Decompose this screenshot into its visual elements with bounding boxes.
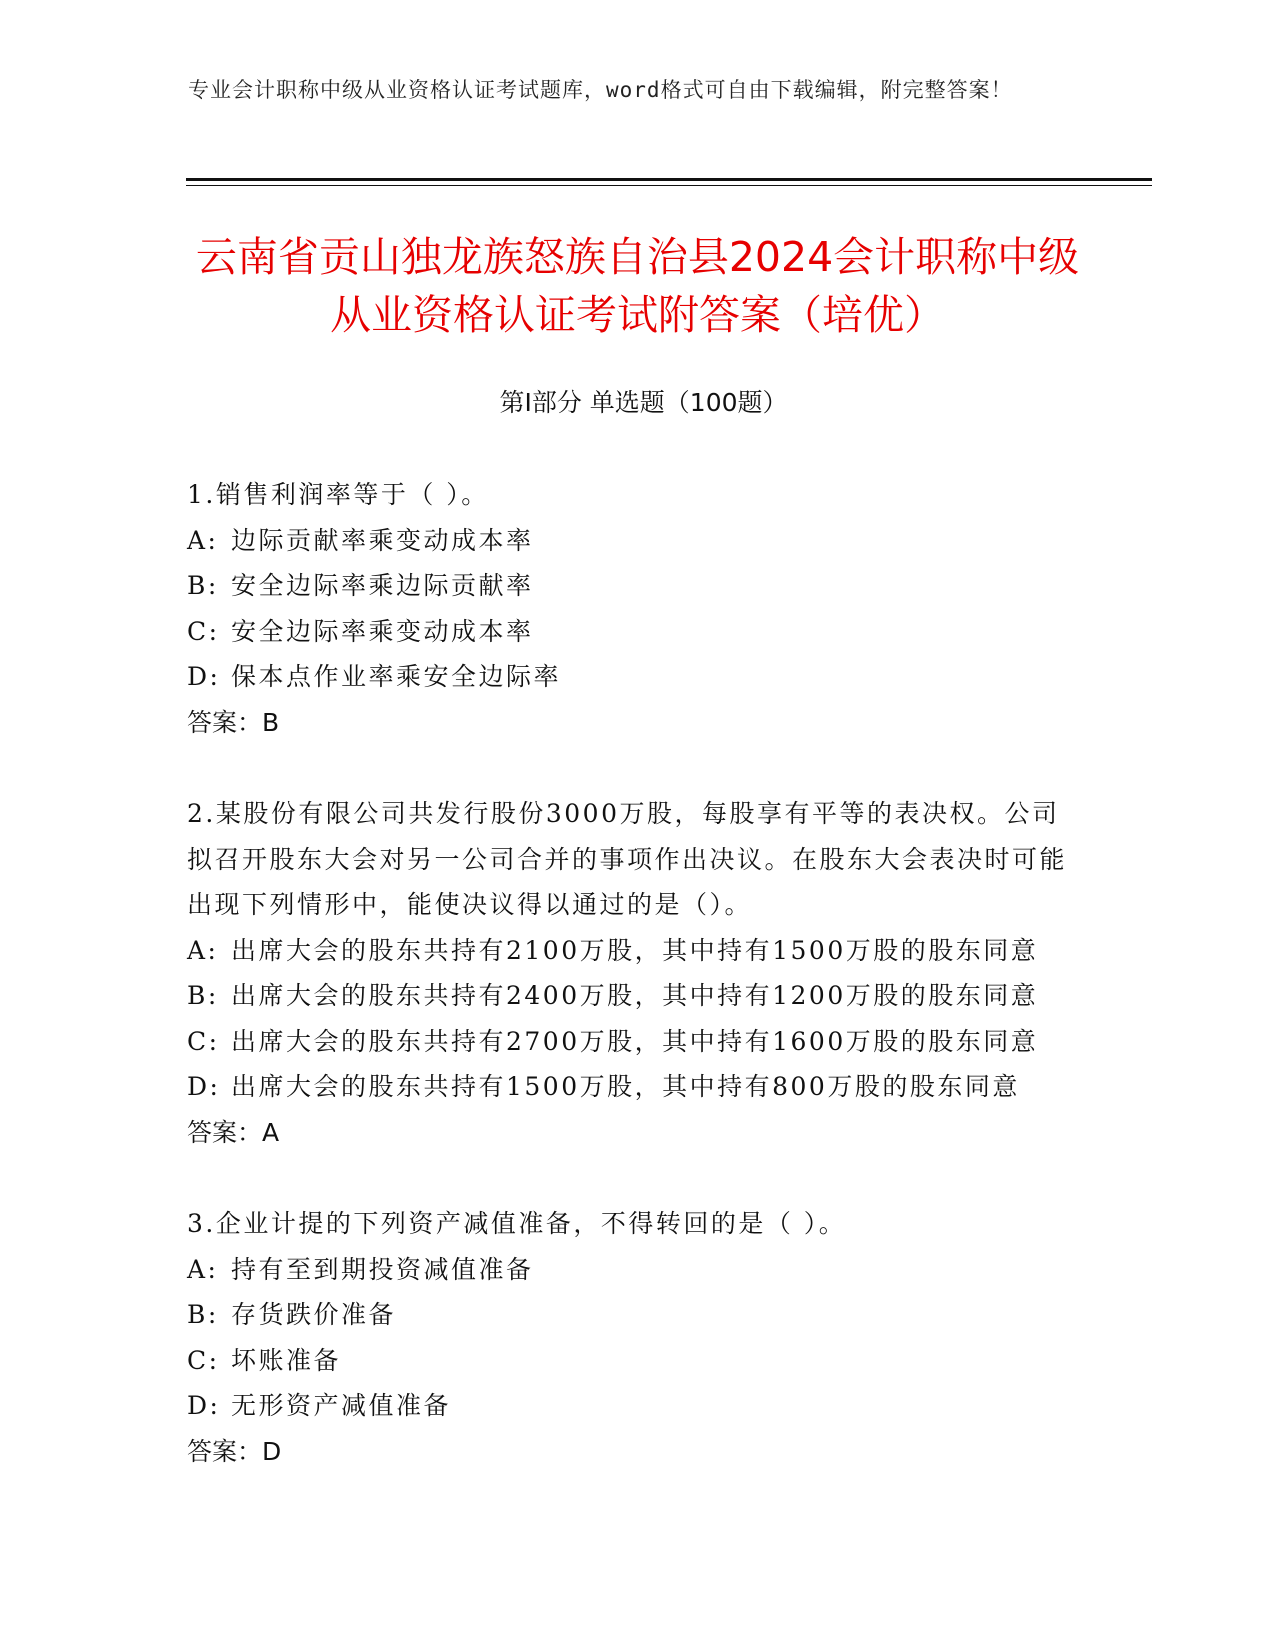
- option-d: [187, 654, 1077, 700]
- answer-line: 答案：B: [187, 707, 280, 737]
- option-key: C:: [187, 616, 220, 646]
- option-text: 出席大会的股东共持有2700万股，其中持有1600万股的股东同意: [231, 1026, 1039, 1056]
- question-3: [187, 1201, 1077, 1474]
- option-d: [187, 1383, 1077, 1429]
- option-text: 出席大会的股东共持有2400万股，其中持有1200万股的股东同意: [231, 981, 1039, 1010]
- question-2: [187, 791, 1077, 1155]
- header-divider-thick: [186, 178, 1152, 181]
- option-c: [187, 1338, 1077, 1384]
- answer-line: 答案：D: [187, 1436, 282, 1466]
- option-key: D:: [187, 1072, 221, 1101]
- option-text: 坏账准备: [231, 1345, 342, 1375]
- header-divider-thin: [186, 185, 1152, 186]
- option-key: D:: [187, 1391, 221, 1420]
- option-text: 出席大会的股东共持有1500万股，其中持有800万股的股东同意: [231, 1072, 1020, 1101]
- option-c: [187, 1019, 1077, 1065]
- question-stem: 1.销售利润率等于（ ）。: [187, 480, 489, 509]
- option-key: C:: [187, 1026, 220, 1056]
- option-c: [187, 609, 1077, 655]
- header-note: 专业会计职称中级从业资格认证考试题库，word格式可自由下载编辑，附完整答案！: [188, 78, 1013, 102]
- option-text: 安全边际率乘变动成本率: [231, 616, 534, 646]
- option-d: [187, 1064, 1077, 1110]
- option-key: A:: [187, 935, 219, 965]
- option-key: C:: [187, 1345, 220, 1375]
- option-a: [187, 1247, 1077, 1293]
- option-b: [187, 1292, 1077, 1338]
- option-key: B:: [187, 981, 219, 1010]
- option-b: [187, 563, 1077, 609]
- question-stem: 3.企业计提的下列资产减值准备，不得转回的是（ ）。: [187, 1209, 847, 1238]
- option-text: 持有至到期投资减值准备: [231, 1254, 534, 1284]
- answer-line: 答案：A: [187, 1117, 280, 1147]
- option-key: B:: [187, 1300, 219, 1329]
- option-key: A:: [187, 525, 219, 555]
- question-1: [187, 472, 1077, 745]
- option-a: [187, 518, 1077, 564]
- option-a: [187, 928, 1077, 974]
- option-text: 存货跌价准备: [231, 1300, 397, 1329]
- option-text: 安全边际率乘边际贡献率: [231, 571, 534, 600]
- option-text: 边际贡献率乘变动成本率: [231, 525, 534, 555]
- option-text: 保本点作业率乘安全边际率: [231, 662, 562, 691]
- section-heading: 第Ⅰ部分 单选题（100题）: [499, 388, 788, 417]
- option-key: A:: [187, 1254, 219, 1284]
- question-stem: 2.某股份有限公司共发行股份3000万股，每股享有平等的表决权。公司拟召开股东大会对另一公司合并的事项作出决议。在股东大会表决时可能出现下列情形中，能使决议得以通过的是（）。: [187, 799, 1068, 919]
- document-title: 云南省贡山独龙族怒族自治县2024会计职称中级从业资格认证考试附答案（培优）: [195, 233, 1080, 339]
- option-text: 出席大会的股东共持有2100万股，其中持有1500万股的股东同意: [231, 935, 1039, 965]
- option-text: 无形资产减值准备: [231, 1391, 452, 1420]
- option-key: B:: [187, 571, 219, 600]
- option-b: [187, 973, 1077, 1019]
- question-list: [187, 472, 1077, 1520]
- option-key: D:: [187, 662, 221, 691]
